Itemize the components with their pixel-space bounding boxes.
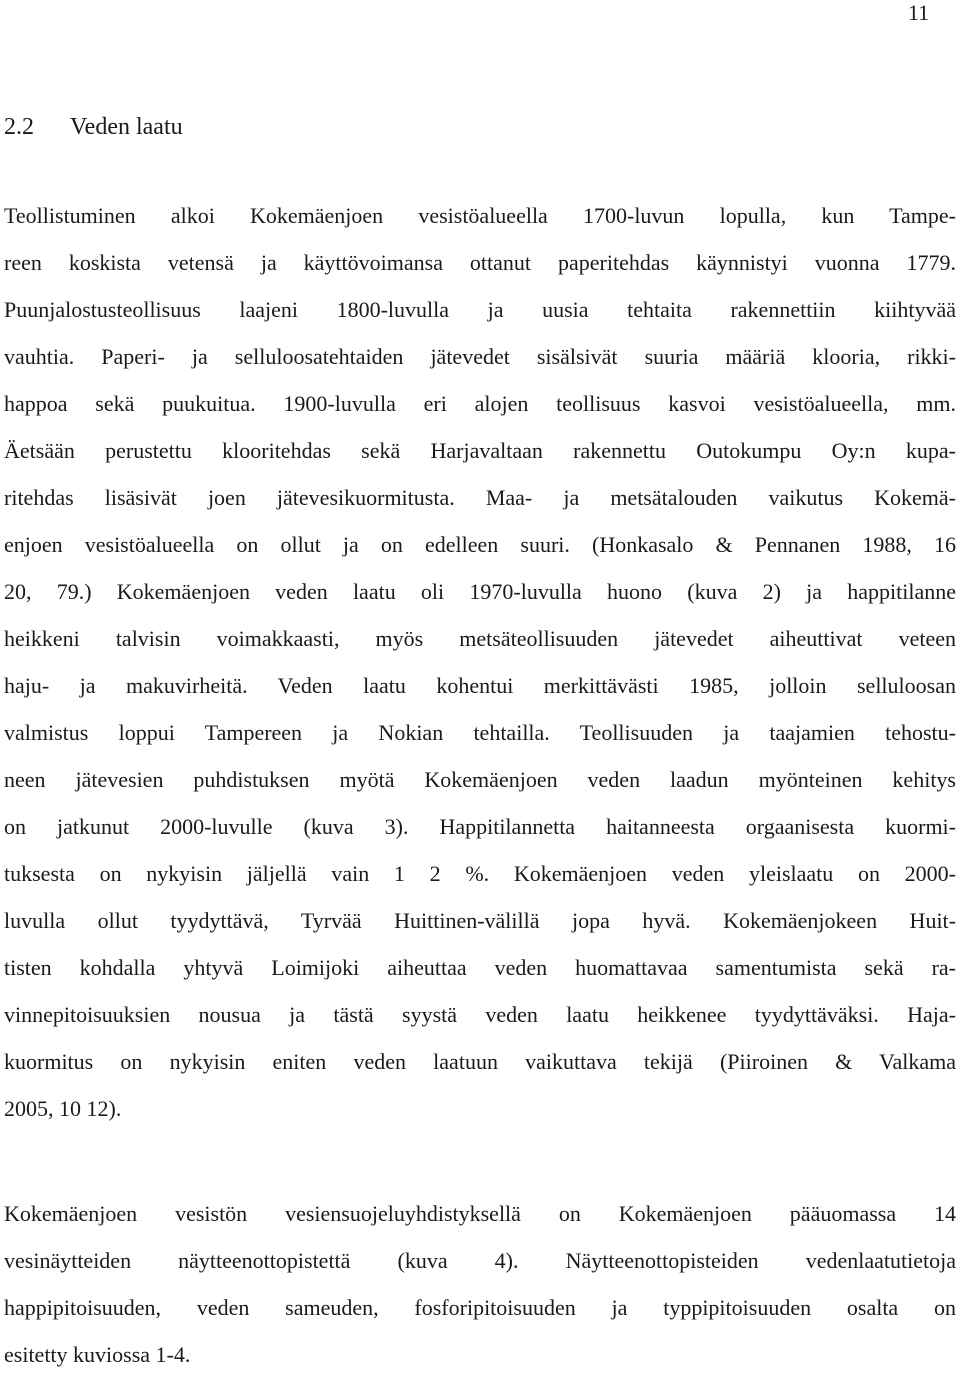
paragraph-line: 2005, 10 12). <box>4 1096 122 1121</box>
paragraph-line: neen jätevesien puhdistuksen myötä Kokemäenjoen veden laadun myönteinen kehitys <box>4 767 956 792</box>
page-number: 11 <box>908 0 930 25</box>
paragraph-line: tisten kohdalla yhtyvä Loimijoki aiheuttaa veden huomattavaa samentumista sekä ra- <box>4 955 956 980</box>
paragraph-line: enjoen vesistöalueella on ollut ja on edelleen suuri. (Honkasalo & Pennanen 1988, 16 <box>4 532 956 557</box>
paragraph-line: luvulla ollut tyydyttävä, Tyrvää Huittinen-välillä jopa hyvä. Kokemäenjokeen Huit- <box>4 908 956 933</box>
section-heading <box>4 112 183 142</box>
paragraph-line: Puunjalostusteollisuus laajeni 1800-luvulla ja uusia tehtaita rakennettiin kiihtyvää <box>4 297 956 322</box>
paragraph-line: happipitoisuuden, veden sameuden, fosforipitoisuuden ja typpipitoisuuden osalta on <box>4 1295 956 1320</box>
paragraph-line: ritehdas lisäsivät joen jätevesikuormitusta. Maa- ja metsätalouden vaikutus Kokemä- <box>4 485 956 510</box>
paragraph-line: 20, 79.) Kokemäenjoen veden laatu oli 1970-luvulla huono (kuva 2) ja happitilanne <box>4 579 956 604</box>
paragraph-line: Äetsään perustettu klooritehdas sekä Harjavaltaan rakennettu Outokumpu Oy:n kupa- <box>4 438 956 463</box>
paragraph-line: haju- ja makuvirheitä. Veden laatu kohentui merkittävästi 1985, jolloin selluloosan <box>4 673 956 698</box>
paragraph-line: vinnepitoisuuksien nousua ja tästä syystä veden laatu heikkenee tyydyttäväksi. Haja- <box>4 1002 956 1027</box>
paragraph-1 <box>4 200 956 1140</box>
section-title: Veden laatu <box>70 114 183 140</box>
paragraph-line: vesinäytteiden näytteenottopistettä (kuva 4). Näytteenottopisteiden vedenlaatutietoja <box>4 1248 956 1273</box>
section-number: 2.2 <box>4 114 34 140</box>
paragraph-line: heikkeni talvisin voimakkaasti, myös metsäteollisuuden jätevedet aiheuttivat veteen <box>4 626 956 651</box>
paragraph-line: kuormitus on nykyisin eniten veden laatuun vaikuttava tekijä (Piiroinen & Valkama <box>4 1049 956 1074</box>
paragraph-line: tuksesta on nykyisin jäljellä vain 1 2 %. Kokemäenjoen veden yleislaatu on 2000- <box>4 861 956 886</box>
paragraph-line: vauhtia. Paperi- ja selluloosatehtaiden jätevedet sisälsivät suuria määriä klooria, rikki- <box>4 344 956 369</box>
paragraph-2 <box>4 1198 956 1386</box>
paragraph-line: reen koskista vetensä ja käyttövoimansa ottanut paperitehdas käynnistyi vuonna 1779. <box>4 250 956 275</box>
paragraph-line: Kokemäenjoen vesistön vesiensuojeluyhdistyksellä on Kokemäenjoen pääuomassa 14 <box>4 1201 956 1226</box>
paragraph-line: happoa sekä puukuitua. 1900-luvulla eri alojen teollisuus kasvoi vesistöalueella, mm. <box>4 391 956 416</box>
paragraph-line: valmistus loppui Tampereen ja Nokian tehtailla. Teollisuuden ja taajamien tehostu- <box>4 720 956 745</box>
paragraph-line: esitetty kuviossa 1-4. <box>4 1342 191 1367</box>
paragraph-line: on jatkunut 2000-luvulle (kuva 3). Happitilannetta haitanneesta orgaanisesta kuormi- <box>4 814 956 839</box>
paragraph-line: Teollistuminen alkoi Kokemäenjoen vesistöalueella 1700-luvun lopulla, kun Tampe- <box>4 203 956 228</box>
